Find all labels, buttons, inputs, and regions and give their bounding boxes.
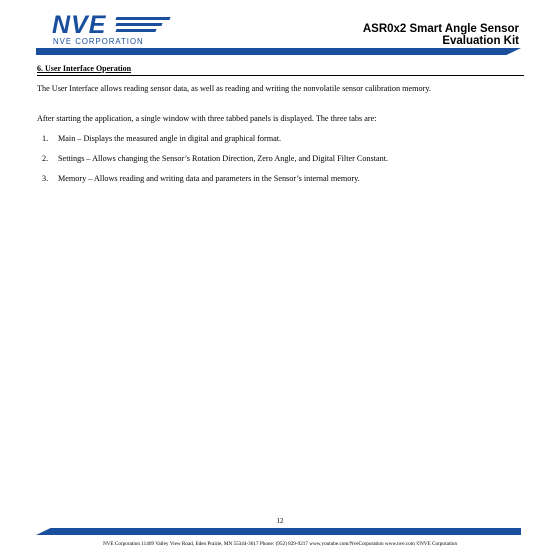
list-item-number: 2. <box>42 154 49 163</box>
list-item-text: Settings – Allows changing the Sensor’s Rotation Direction, Zero Angle, and Digital Filter Constant. <box>58 154 389 163</box>
tab-list <box>42 133 527 193</box>
footer-contact: NVE Corporation 11409 Valley View Road, Eden Prairie, MN 55344-3617 Phone: (952) 829-9217 www.youtube.com/NveCorporation www.nve.com ©NVE Corporation <box>102 541 458 547</box>
list-item <box>42 173 527 184</box>
paragraph-tabs-intro: After starting the application, a single window with three tabbed panels is displayed. The three tabs are: <box>37 114 377 123</box>
paragraph-intro: The User Interface allows reading sensor data, as well as reading and writing the nonvolatile sensor calibration memory. <box>37 84 431 93</box>
list-item <box>42 153 527 164</box>
document-title <box>363 23 519 47</box>
list-item-number: 3. <box>42 174 49 183</box>
list-item-text: Main – Displays the measured angle in digital and graphical format. <box>58 134 282 143</box>
list-item-text: Memory – Allows reading and writing data and parameters in the Sensor’s internal memory. <box>58 174 360 183</box>
logo-lines-graphic <box>116 17 170 36</box>
page-number: 12 <box>276 517 284 525</box>
nve-logo <box>52 13 170 47</box>
logo-wordmark: NVE <box>52 11 107 39</box>
list-item-number: 1. <box>42 134 49 143</box>
list-item <box>42 133 527 144</box>
title-line-1: ASR0x2 Smart Angle Sensor <box>362 23 519 35</box>
header-rule <box>36 48 521 55</box>
title-line-2: Evaluation Kit <box>442 35 519 47</box>
logo-subtext: NVE CORPORATION <box>53 37 144 46</box>
section-heading: 6. User Interface Operation <box>37 64 524 76</box>
footer-rule <box>36 528 521 535</box>
